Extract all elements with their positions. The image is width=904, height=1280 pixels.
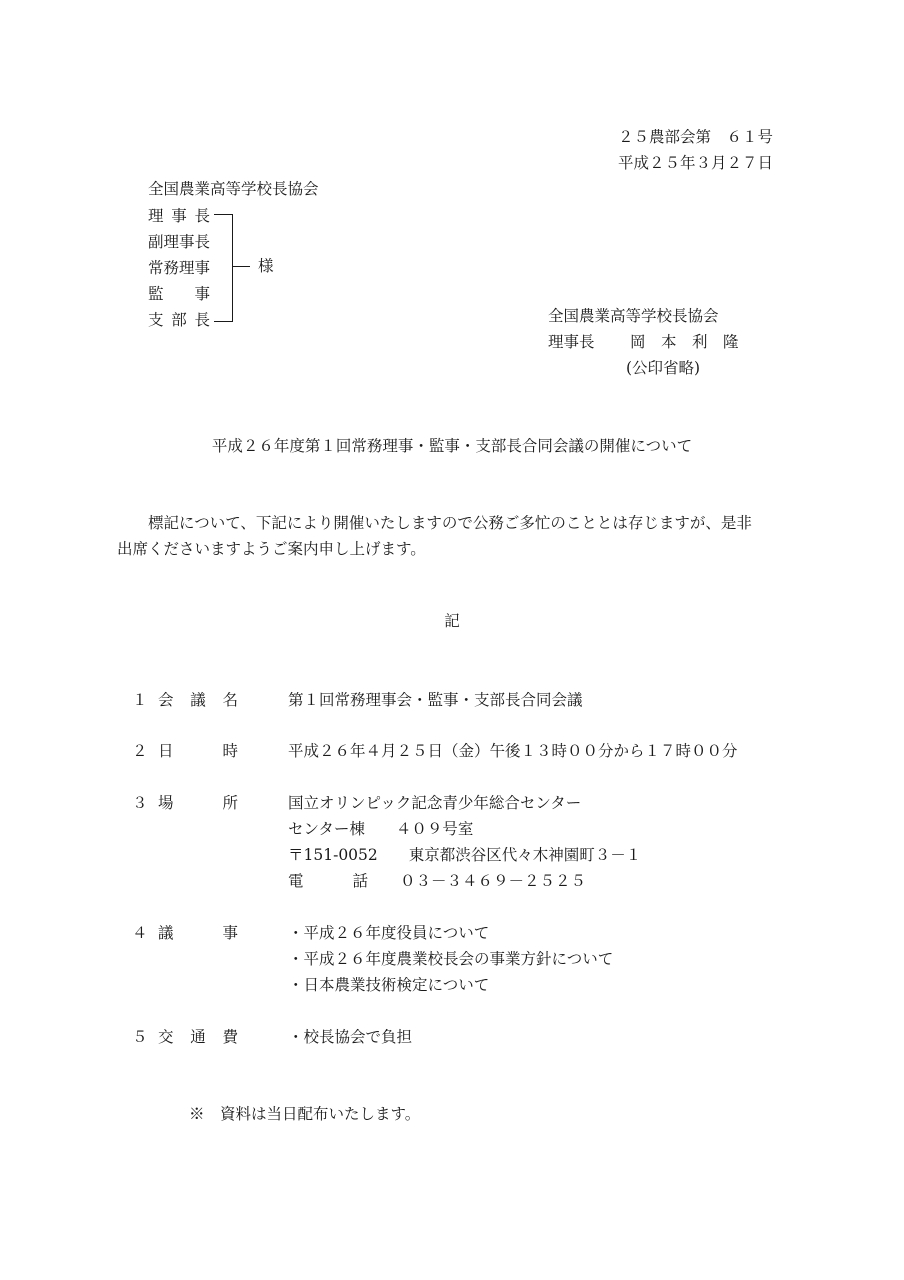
seal-omitted-note: (公印省略): [626, 359, 701, 377]
recipient-honorific: 様: [258, 257, 274, 275]
item-value-meeting-name: 第１回常務理事会・監事・支部長合同会議: [288, 691, 583, 709]
venue-address: 〒151-0052 東京都渋谷区代々木神園町３－１: [288, 846, 642, 864]
item-label-transport: 交 通 費: [158, 1028, 238, 1046]
agenda-item: ・平成２６年度役員について: [288, 924, 490, 942]
item-value-datetime: 平成２６年４月２５日（金）午後１３時００分から１７時００分: [288, 742, 738, 760]
agenda-item: ・平成２６年度農業校長会の事業方針について: [288, 950, 614, 968]
item-label-meeting-name: 会 議 名: [158, 691, 238, 709]
recipient-role-auditor: 監 事: [148, 285, 210, 303]
agenda-item: ・日本農業技術検定について: [288, 976, 490, 994]
ki-heading: 記: [444, 612, 460, 630]
item-number: ５: [132, 1028, 148, 1046]
item-number: ２: [132, 742, 148, 760]
item-number: １: [132, 691, 148, 709]
phone-number: ０３－３４６９－２５２５: [400, 872, 587, 890]
issue-date: 平成２５年３月２７日: [617, 154, 773, 172]
venue-room: センター棟 ４０９号室: [288, 820, 474, 838]
item-label-venue: 場 所: [158, 794, 238, 812]
sender-title: 理事長: [548, 333, 595, 351]
recipient-role-branch-head: 支 部 長: [148, 311, 210, 329]
item-number: ３: [132, 794, 148, 812]
recipient-bracket: [214, 214, 233, 322]
body-text-line-2: 出席くださいますようご案内申し上げます。: [117, 540, 426, 558]
sender-org: 全国農業高等学校長協会: [548, 307, 719, 325]
item-number: ４: [132, 924, 148, 942]
venue-name: 国立オリンピック記念青少年総合センター: [288, 794, 582, 812]
recipient-role-vice-chairman: 副理事長: [148, 233, 211, 251]
recipient-role-chairman: 理 事 長: [148, 207, 210, 225]
materials-note: ※ 資料は当日配布いたします。: [189, 1105, 421, 1123]
document-subject: 平成２６年度第１回常務理事・監事・支部長合同会議の開催について: [211, 437, 693, 455]
body-text-line-1: 標記について、下記により開催いたしますので公務ご多忙のこととは存じますが、是非: [148, 514, 752, 532]
item-value-transport: ・校長協会で負担: [288, 1028, 413, 1046]
item-label-datetime: 日 時: [158, 742, 238, 760]
recipient-org: 全国農業高等学校長協会: [148, 180, 319, 198]
sender-name: 岡 本 利 隆: [630, 333, 739, 351]
phone-label: 電 話: [288, 872, 368, 890]
reference-number: ２５農部会第 ６１号: [617, 128, 773, 146]
recipient-role-executive-director: 常務理事: [148, 259, 211, 277]
item-label-agenda: 議 事: [158, 924, 238, 942]
